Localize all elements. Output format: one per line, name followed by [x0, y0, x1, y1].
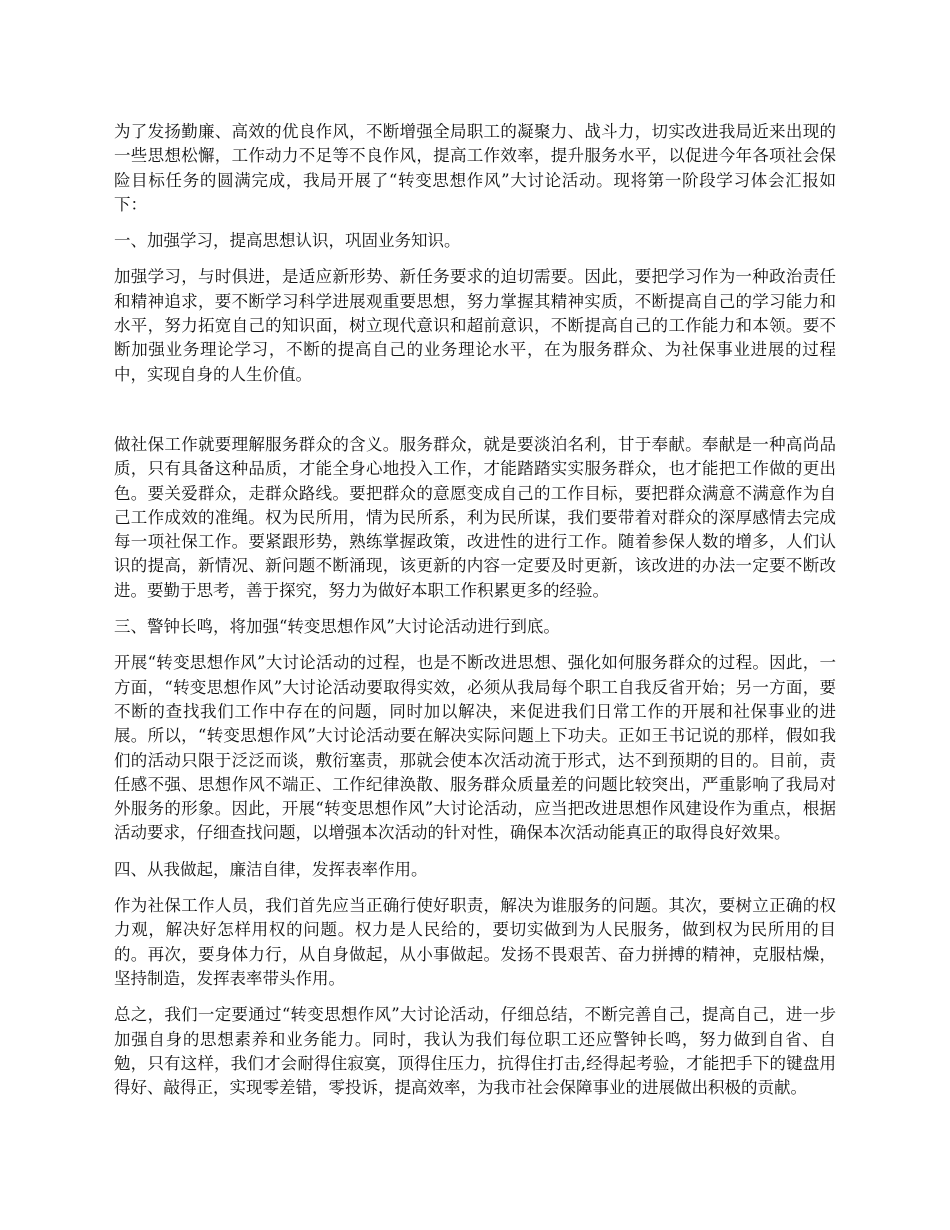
section3-heading: 三、警钟长鸣，将加强“转变思想作风”大讨论活动进行到底。	[114, 617, 560, 637]
section4-body: 作为社保工作人员，我们首先应当正确行使好职责，解决为谁服务的问题。其次，要树立正确的权力观，解决好怎样用权的问题。权力是人民给的，要切实做到为人民服务，做到权为民所用的目的。再次，要身体力行，从自身做起，从小事做起。发扬不畏艰苦、奋力拼搏的精神，克服枯燥，坚持制造，发挥表率带头作用。	[114, 896, 836, 988]
intro-paragraph: 为了发扬勤廉、高效的优良作风，不断增强全局职工的凝聚力、战斗力，切实改进我局近来出现的一些思想松懈，工作动力不足等不良作风，提高工作效率，提升服务水平，以促进今年各项社会保险目标任务的圆满完成，我局开展了“转变思想作风”大讨论活动。现将第一阶段学习体会汇报如下：	[114, 122, 836, 214]
section1-body: 加强学习，与时俱进，是适应新形势、新任务要求的迫切需要。因此，要把学习作为一种政治责任和精神追求，要不断学习科学进展观重要思想，努力掌握其精神实质，不断提高自己的学习能力和水平，努力拓宽自己的知识面，树立现代意识和超前意识，不断提高自己的工作能力和本领。要不断加强业务理论学习，不断的提高自己的业务理论水平，在为服务群众、为社保事业进展的过程中，实现自身的人生价值。	[114, 267, 836, 384]
section3-body: 开展“转变思想作风”大讨论活动的过程，也是不断改进思想、强化如何服务群众的过程。因此，一方面，“转变思想作风”大讨论活动要取得实效，必须从我局每个职工自我反省开始；另一方面，要不断的查找我们工作中存在的问题，同时加以解决，来促进我们日常工作的开展和社保事业的进展。所以，“转变思想作风”大讨论活动要在解决实际问题上下功夫。正如王书记说的那样，假如我们的活动只限于泛泛而谈，敷衍塞责，那就会使本次活动流于形式，达不到预期的目的。目前，责任感不强、思想作风不端正、工作纪律涣散、服务群众质量差的问题比较突出，严重影响了我局对外服务的形象。因此，开展“转变思想作风”大讨论活动，应当把改进思想作风建设作为重点，根据活动要求，仔细查找问题，以增强本次活动的针对性，确保本次活动能真正的取得良好效果。	[114, 653, 836, 843]
section1-heading: 一、加强学习，提高思想认识，巩固业务知识。	[114, 231, 461, 251]
section4-heading: 四、从我做起，廉洁自律，发挥表率作用。	[114, 859, 428, 879]
document-page	[114, 120, 836, 1112]
conclusion-paragraph: 总之，我们一定要通过“转变思想作风”大讨论活动，仔细总结，不断完善自己，提高自己，进一步加强自身的思想素养和业务能力。同时，我认为我们每位职工还应警钟长鸣，努力做到自省、自勉，只有这样，我们才会耐得住寂寞，顶得住压力，抗得住打击,经得起考验，才能把手下的键盘用得好、敲得正，实现零差错，零投诉，提高效率，为我市社会保障事业的进展做出积极的贡献。	[114, 1005, 836, 1098]
section2-body: 做社保工作就要理解服务群众的含义。服务群众，就是要淡泊名利，甘于奉献。奉献是一种高尚品质，只有具备这种品质，才能全身心地投入工作，才能踏踏实实服务群众，也才能把工作做的更出色。要关爱群众，走群众路线。要把群众的意愿变成自己的工作目标，要把群众满意不满意作为自己工作成效的准绳。权为民所用，情为民所系，利为民所谋，我们要带着对群众的深厚感情去完成每一项社保工作。要紧跟形势，熟练掌握政策，改进性的进行工作。随着参保人数的增多，人们认识的提高，新情况、新问题不断涌现，该更新的内容一定要及时更新，该改进的办法一定要不断改进。要勤于思考，善于探究，努力为做好本职工作积累更多的经验。	[114, 434, 836, 600]
